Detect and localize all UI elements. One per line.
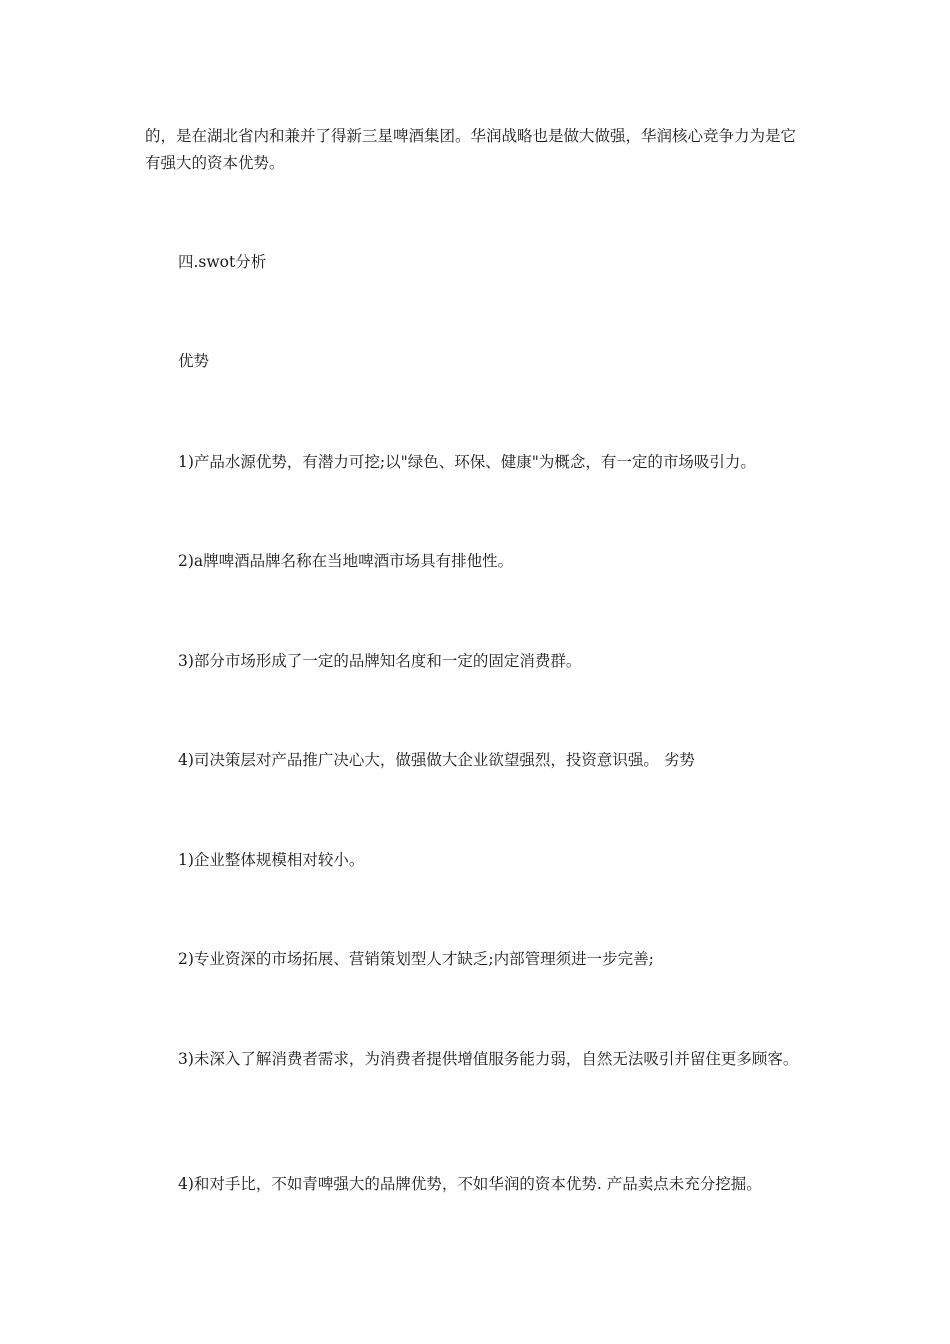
weakness-item-2: 2)专业资深的市场拓展、营销策划型人才缺乏;内部管理须进一步完善; (178, 950, 654, 968)
paragraph-intro-continuation: 的，是在湖北省内和兼并了得新三星啤酒集团。华润战略也是做大做强，华润核心竞争力为是它有强大的资本优势。 (145, 127, 797, 172)
weakness-item-1: 1)企业整体规模相对较小。 (178, 851, 365, 869)
strength-item-2: 2)a牌啤酒品牌名称在当地啤酒市场具有排他性。 (178, 552, 514, 570)
strength-item-3: 3)部分市场形成了一定的品牌知名度和一定的固定消费群。 (178, 652, 582, 670)
strength-item-1: 1)产品水源优势，有潜力可挖;以"绿色、环保、健康"为概念，有一定的市场吸引力。 (178, 453, 756, 471)
strength-item-4-and-weakness-heading: 4)司决策层对产品推广决心大，做强做大企业欲望强烈，投资意识强。 劣势 (178, 751, 695, 769)
weakness-item-3: 3)未深入了解消费者需求，为消费者提供增值服务能力弱，自然无法吸引并留住更多顾客。 (178, 1050, 799, 1068)
subheading-strengths: 优势 (178, 352, 210, 370)
weakness-item-4: 4)和对手比，不如青啤强大的品牌优势，不如华润的资本优势. 产品卖点未充分挖掘。 (178, 1175, 762, 1193)
section-heading-swot: 四.swot分析 (178, 253, 267, 271)
